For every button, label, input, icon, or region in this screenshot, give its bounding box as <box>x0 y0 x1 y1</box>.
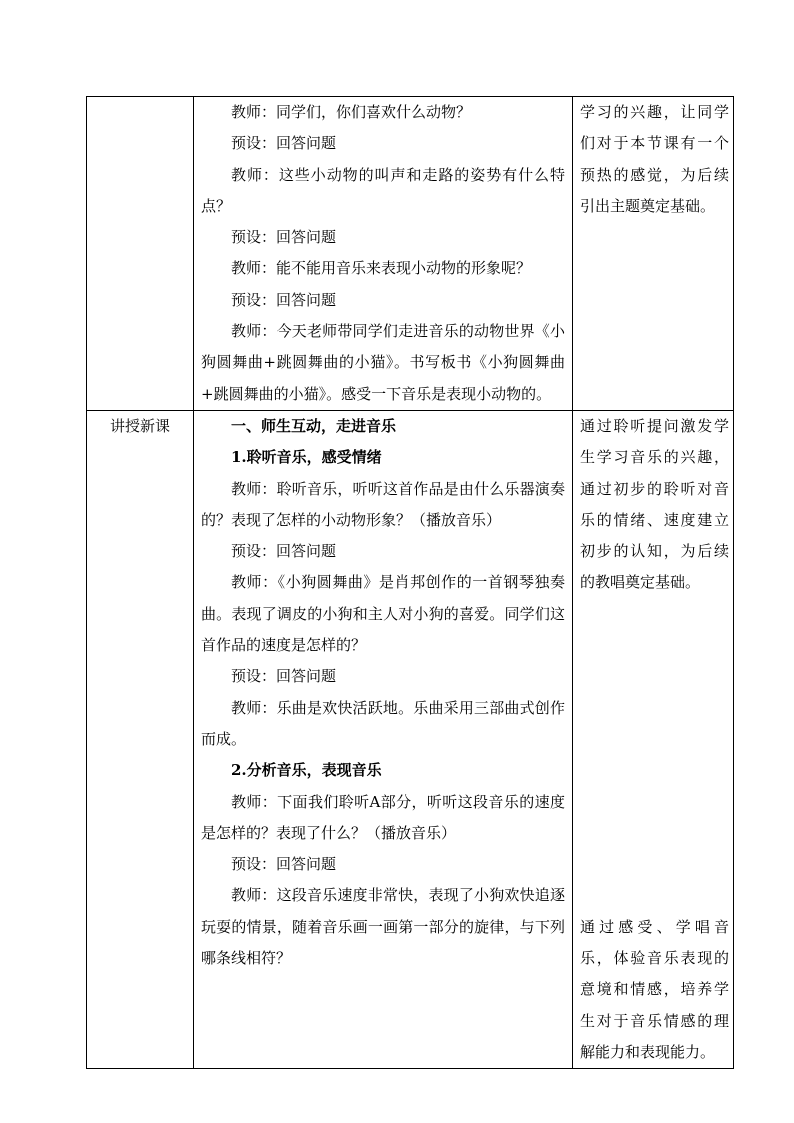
paragraph: 预设：回答问题 <box>231 542 337 561</box>
paragraph: 教师：今天老师带同学们走进音乐的动物世界《小狗圆舞曲+跳圆舞曲的小猫》。书写板书《小狗圆舞曲+跳圆舞曲的小猫》。感受一下音乐是表现小动物的。 <box>201 322 565 403</box>
paragraph: 教师：这段音乐速度非常快，表现了小狗欢快追逐玩耍的情景，随着音乐画一画第一部分的旋律，与下列哪条线相符？ <box>201 886 565 968</box>
paragraph: 教师：能不能用音乐来表现小动物的形象呢？ <box>231 259 532 278</box>
paragraph: 预设：回答问题 <box>231 228 337 247</box>
paragraph: 教师：《小狗圆舞曲》是肖邦创作的一首钢琴独奏曲。表现了调皮的小狗和主人对小狗的喜爱。同学们这首作品的速度是怎样的？ <box>201 573 565 655</box>
lesson-plan-table <box>86 96 734 1069</box>
paragraph: 教师：下面我们聆听A部分，听听这段音乐的速度是怎样的？表现了什么？（播放音乐） <box>201 792 565 842</box>
paragraph: 教师：聆听音乐，听听这首作品是由什么乐器演奏的？表现了怎样的小动物形象？（播放音乐） <box>201 479 565 529</box>
table-row <box>87 97 734 411</box>
process-cell <box>194 97 573 411</box>
design-intent-note: 通过聆听提问激发学生学习音乐的兴趣，通过初步的聆听对音乐的情绪、速度建立初步的认知，为后续的教唱奠定基础。 <box>580 416 729 592</box>
process-cell <box>194 410 573 1068</box>
paragraph: 预设：回答问题 <box>231 667 337 686</box>
design-intent-note: 学习的兴趣，让同学们对于本节课有一个预热的感觉，为后续引出主题奠定基础。 <box>580 103 729 215</box>
section-cell <box>87 97 194 411</box>
paragraph: 教师：乐曲是欢快活跃地。乐曲采用三部曲式创作而成。 <box>201 698 565 748</box>
paragraph: 教师：同学们，你们喜欢什么动物？ <box>231 103 472 121</box>
paragraph: 预设：回答问题 <box>231 290 337 309</box>
section-heading: 一、师生互动，走进音乐 <box>231 416 397 435</box>
paragraph: 教师：这些小动物的叫声和走路的姿势有什么特点？ <box>201 165 565 215</box>
section-cell: 讲授新课 <box>87 410 194 1068</box>
sub-heading: 2.分析音乐，表现音乐 <box>231 761 382 780</box>
design-intent-note: 通过感受、学唱音乐，体验音乐表现的意境和情感，培养学生对于音乐情感的理解能力和表现能力。 <box>580 917 729 1061</box>
spacer <box>580 599 729 912</box>
intent-cell <box>573 410 734 1068</box>
sub-heading: 1.聆听音乐，感受情绪 <box>231 448 382 467</box>
intent-cell <box>573 97 734 411</box>
paragraph: 预设：回答问题 <box>231 855 337 874</box>
paragraph: 预设：回答问题 <box>231 134 337 153</box>
table-row <box>87 410 734 1068</box>
